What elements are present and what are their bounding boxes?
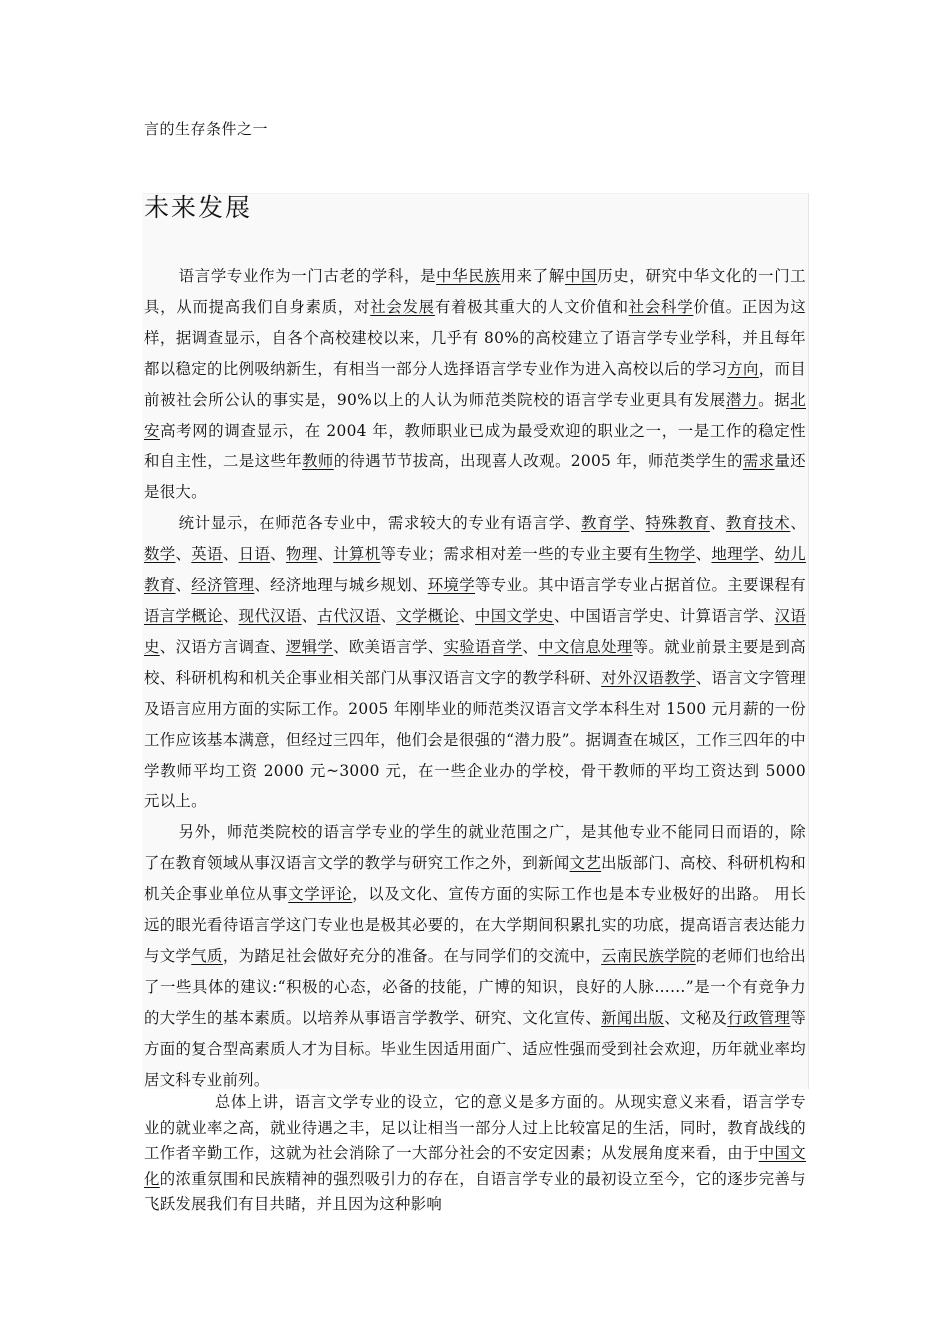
hyperlink[interactable]: 计算机 <box>333 545 381 564</box>
text-run: 、欧美语言学、 <box>333 637 444 656</box>
text-run: 、 <box>695 545 712 564</box>
section-body <box>144 261 806 1095</box>
hyperlink[interactable]: 文学评论 <box>288 885 353 904</box>
hyperlink[interactable]: 云南民族学院 <box>601 946 696 965</box>
hyperlink[interactable]: 古代汉语 <box>317 606 381 625</box>
paragraph <box>144 508 806 817</box>
text-run: 、经济地理与城乡规划、 <box>254 576 428 595</box>
text-run: 。据 <box>758 390 791 409</box>
text-run: ，为踏足社会做好充分的准备。在与同学们的交流中， <box>222 946 602 965</box>
text-run: 量还是很大。 <box>144 452 806 502</box>
text-run: 高考网的调查显示，在 2004 年，教师职业已成为最受欢迎的职业之一，一是工作的稳定性和自主性，二是这些年 <box>144 421 806 471</box>
continued-text-fragment: 言的生存条件之一 <box>144 120 269 138</box>
hyperlink[interactable]: 教师 <box>302 452 334 471</box>
hyperlink[interactable]: 社会科学 <box>628 297 694 316</box>
text-run: 、 <box>222 545 239 564</box>
section-title: 未来发展 <box>144 193 253 222</box>
text-run: 、 <box>758 545 775 564</box>
hyperlink[interactable]: 经济管理 <box>191 576 255 595</box>
text-run: 、 <box>709 514 726 533</box>
hyperlink[interactable]: 潜力 <box>725 390 759 409</box>
hyperlink[interactable]: 文学概论 <box>396 606 460 625</box>
text-run: 有着极其重大的人文价值和 <box>434 297 629 316</box>
hyperlink[interactable]: 生物学 <box>648 545 696 564</box>
hyperlink[interactable]: 中华民族 <box>436 267 501 285</box>
hyperlink[interactable]: 需求 <box>742 452 775 471</box>
text-run: 、文秘及 <box>664 1008 728 1027</box>
text-run: 统计显示，在师范各专业中，需求较大的专业有语言学、 <box>178 514 582 533</box>
hyperlink[interactable]: 现代汉语 <box>238 606 302 625</box>
text-run: 、 <box>270 545 286 564</box>
hyperlink[interactable]: 中国 <box>564 267 598 285</box>
hyperlink[interactable]: 幼儿教育 <box>144 545 806 595</box>
text-run: 等方面的复合型高素质人才为目标。毕业生因适用面广、适应性强而受到社会欢迎，历年就业率均居文科专业前列。 <box>144 1008 807 1089</box>
hyperlink[interactable]: 新闻出版 <box>601 1008 665 1027</box>
closing-paragraph <box>144 1090 806 1218</box>
hyperlink[interactable]: 教育学 <box>581 514 630 533</box>
hyperlink[interactable]: 对外汉语教学 <box>601 668 696 687</box>
text-run: 、 <box>380 606 397 625</box>
text-run: 的老师们也给出了一些具体的建议:“积极的心态，必备的技能，广博的知识，良好的人脉……”是一个有竞争力的大学生的基本素质。以培养从事语言学教学、研究、文化宣传、 <box>144 946 806 1027</box>
text-run: 等专业；需求相对差一些的专业主要有 <box>380 545 649 564</box>
text-run: 、 <box>790 514 807 533</box>
hyperlink[interactable]: 教育技术 <box>725 514 791 533</box>
text-run: 、 <box>522 637 539 656</box>
text-run: ，而目前被社会所公认的事实是，90%以上的人认为师范类院校的语言学专业更具有发展 <box>144 359 806 409</box>
text-run: 等专业。其中语言学专业占据首位。主要课程有 <box>475 576 806 595</box>
hyperlink[interactable]: 社会发展 <box>370 297 435 316</box>
hyperlink[interactable]: 日语 <box>238 545 271 564</box>
hyperlink[interactable]: 行政管理 <box>727 1008 791 1027</box>
text-run: 历史，研究中华文化的一门工具，从而提高我们自身素质，对 <box>144 267 806 316</box>
hyperlink[interactable]: 实验语音学 <box>443 637 523 656</box>
hyperlink[interactable]: 数学 <box>144 545 176 564</box>
hyperlink[interactable]: 地理学 <box>711 545 759 564</box>
hyperlink[interactable]: 英语 <box>191 545 223 564</box>
hyperlink[interactable]: 中国文化 <box>144 1144 806 1188</box>
text-run: 、语言文字管理及语言应用方面的实际工作。2005 年刚毕业的师范类汉语言文学本科生对 1500 元月薪的一份工作应该基本满意，但经过三四年，他们会是很强的“潜力股”。据调查在城区，工作三四年的中学教师平均工资 2000 元~3000 元，在一些企业办的学校，骨干教师的平均工资达到 5000 元以上。 <box>144 668 807 811</box>
hyperlink[interactable]: 气质 <box>191 946 223 965</box>
text-run: 、 <box>222 606 239 625</box>
text-run: 等。就业前景主要是到高校、科研机构和机关企事业相关部门从事汉语言文字的教学科研、 <box>144 637 806 687</box>
text-run: 语言学专业作为一门古老的学科，是 <box>178 267 437 285</box>
hyperlink[interactable]: 语言学概论 <box>144 606 223 625</box>
text-run: 的待遇节节拔高，出现喜人改观。2005 年，师范类学生的 <box>333 452 743 471</box>
hyperlink[interactable]: 环境学 <box>427 576 476 595</box>
text-run: 、汉语方言调查、 <box>159 637 286 656</box>
hyperlink[interactable]: 逻辑学 <box>285 637 334 656</box>
text-run: 、 <box>629 514 646 533</box>
text-run: 另外，师范类院校的语言学专业的学生的就业范围之广，是其他专业不能同日而语的，除了在教育领域从事汉语言文学的教学与研究工作之外，到新闻 <box>144 823 806 873</box>
hyperlink[interactable]: 物理 <box>285 545 318 564</box>
text-run: 、 <box>317 545 334 564</box>
text-run: 、 <box>175 576 192 595</box>
text-run: 的浓重氛围和民族精神的强烈吸引力的存在，自语言学专业的最初设立至今，它的逐步完善与飞跃发展我们有目共睹，并且因为这种影响 <box>144 1169 806 1214</box>
text-run: 价值。正因为这样，据调查显示，自各个高校建校以来，几乎有 80%的高校建立了语言学专业学科，并且每年都以稳定的比例吸纳新生，有相当一部分人选择语言学专业作为进入高校以后的学习 <box>144 297 807 378</box>
hyperlink[interactable]: 北安 <box>144 390 806 440</box>
paragraph <box>144 817 806 1095</box>
text-run: ，以及文化、宣传方面的实际工作也是本专业极好的出路。 用长远的眼光看待语言学这门专业也是极其必要的，在大学期间积累扎实的功底，提高语言表达能力与文学 <box>144 885 807 965</box>
text-run: 总体上讲，语言文学专业的设立，它的意义是多方面的。从现实意义来看，语言学专业的就业率之高，就业待遇之丰，足以让相当一部分人过上比较富足的生活，同时，教育战线的工作者辛勤工作，这就为社会消除了一大部分社会的不安定因素；从发展角度来看，由于 <box>144 1093 806 1163</box>
hyperlink[interactable]: 汉语史 <box>144 606 806 656</box>
hyperlink[interactable]: 文艺 <box>569 854 602 873</box>
paragraph <box>144 261 806 508</box>
text-run: 出版部门、高校、科研机构和机关企事业单位从事 <box>144 854 806 904</box>
hyperlink[interactable]: 中国文学史 <box>475 606 554 625</box>
closing-paragraph-block <box>144 1090 806 1218</box>
text-run: 、 <box>175 545 192 564</box>
hyperlink[interactable]: 特殊教育 <box>645 514 710 533</box>
hyperlink[interactable]: 中文信息处理 <box>538 637 633 656</box>
text-run: 、中国语言学史、计算语言学、 <box>553 606 775 625</box>
hyperlink[interactable]: 方向 <box>727 359 759 378</box>
text-run: 、 <box>301 606 318 625</box>
text-run: 用来了解 <box>500 267 565 285</box>
text-run: 、 <box>459 606 476 625</box>
